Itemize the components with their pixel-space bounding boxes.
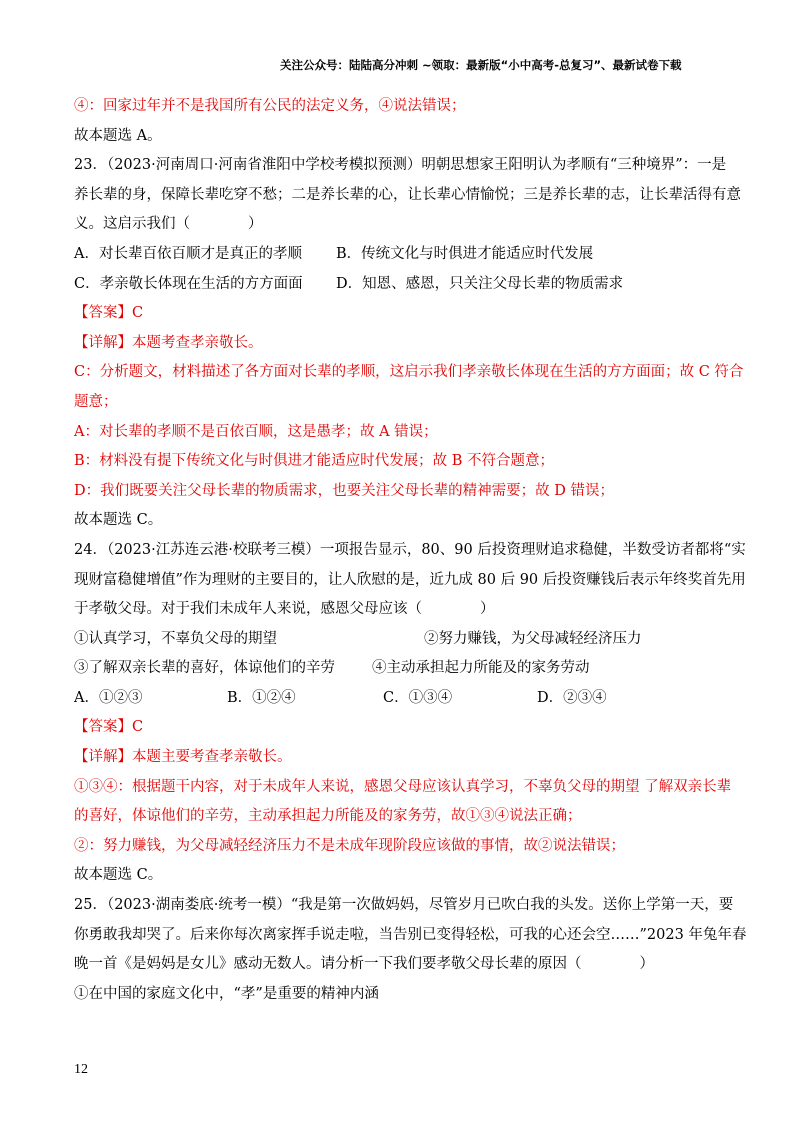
- question-24-items-row: [74, 625, 734, 655]
- explanation-line: ④：回家过年并不是我国所有公民的法定义务，④说法错误；: [74, 98, 466, 114]
- option-a: A．对长辈百依百顺才是真正的孝顺: [74, 245, 302, 262]
- item-4: ④主动承担起力所能及的家务劳动: [372, 660, 590, 677]
- option-b: B．传统文化与时俱进才能适应时代发展: [336, 245, 594, 262]
- detail-label: 【详解】本题主要考查孝亲敬长。: [74, 749, 292, 766]
- question-25-stem: 25．（2023·湖南娄底·统考一模）“我是第一次做妈妈，尽管岁月已吹白我的头发。送你上学第一天，要: [74, 897, 734, 914]
- explanation-line: ①③④：根据题干内容，对于未成年人来说，感恩父母应该认真学习，不辜负父母的期望 了解双亲长辈: [74, 778, 732, 795]
- item-3: ③了解双亲长辈的喜好，体谅他们的辛劳: [74, 660, 335, 677]
- question-25-stem: 你勇敢我却哭了。后来你每次离家挥手说走啦，当告别已变得轻松，可我的心还会空……”2023 年兔年春: [74, 926, 747, 943]
- option-d: D．知恩、感恩，只关注父母长辈的物质需求: [336, 275, 624, 292]
- explanation-line: 的喜好，体谅他们的辛劳，主动承担起力所能及的家务劳，故①③④说法正确；: [74, 808, 582, 825]
- explanation-line: 题意；: [74, 393, 118, 410]
- question-23-stem: 养长辈的身，保障长辈吃穿不愁；二是养长辈的心，让长辈心情愉悦；三是养长辈的志，让长辈活得有意: [74, 186, 741, 203]
- explanation-line: ②：努力赚钱，为父母减轻经济压力不是未成年现阶段应该做的事情，故②说法错误；: [74, 837, 625, 854]
- page-header: 关注公众号：陆陆高分冲刺 ~领取：最新版“小中高考-总复习”、最新试卷下载: [280, 58, 682, 72]
- explanation-line: C：分析题文，材料描述了各方面对长辈的孝顺，这启示我们孝亲敬长体现在生活的方方面面；故 C 符合: [74, 364, 744, 381]
- answer-label: 【答案】C: [74, 305, 144, 322]
- detail-label: 【详解】本题考查孝亲敬长。: [74, 334, 263, 351]
- question-24-items-row: [74, 654, 734, 684]
- question-25-stem: 晚一首《是妈妈是女儿》感动无数人。请分析一下我们要孝敬父母长辈的原因（ ）: [74, 956, 654, 973]
- item-1: ①认真学习，不辜负父母的期望: [74, 630, 277, 647]
- question-23-stem: 23．（2023·河南周口·河南省淮阳中学校考模拟预测）明朝思想家王阳明认为孝顺有“三种境界”：一是: [74, 157, 727, 174]
- explanation-line: D：我们既要关注父母长辈的物质需求，也要关注父母长辈的精神需要；故 D 错误；: [74, 482, 614, 499]
- option-d: D．②③④: [537, 689, 607, 706]
- page-number: 12: [74, 1062, 88, 1077]
- final-answer-line: 故本题选 C。: [74, 867, 163, 884]
- option-c: C．①③④: [383, 689, 453, 706]
- final-answer-line: 故本题选 A。: [74, 127, 162, 144]
- option-b: B．①②④: [227, 689, 296, 706]
- final-answer-line: 故本题选 C。: [74, 512, 163, 529]
- explanation-line: A：对长辈的孝顺不是百依百顺，这是愚孝；故 A 错误；: [74, 423, 438, 440]
- option-c: C．孝亲敬长体现在生活的方方面面: [74, 275, 303, 292]
- question-24-stem: 于孝敬父母。对于我们未成年人来说，感恩父母应该（ ）: [74, 601, 495, 618]
- option-a: A．①②③: [74, 689, 143, 706]
- question-24-stem: 24．（2023·江苏连云港·校联考三模）一项报告显示，80、90 后投资理财追求稳健，半数受访者都将“实: [74, 541, 746, 558]
- explanation-line: B：材料没有提下传统文化与时俱进才能适应时代发展；故 B 不符合题意；: [74, 453, 555, 470]
- item-1: ①在中国的家庭文化中，“孝”是重要的精神内涵: [74, 985, 379, 1002]
- question-23-options-row: [74, 240, 734, 270]
- answer-label: 【答案】C: [74, 719, 144, 736]
- question-23-options-row: [74, 270, 734, 300]
- item-2: ②努力赚钱，为父母减轻经济压力: [424, 630, 642, 647]
- question-24-stem: 现财富稳健增值”作为理财的主要目的，让人欣慰的是，近九成 80 后 90 后投资赚钱后表示年终奖首先用: [74, 571, 746, 588]
- document-body: [74, 92, 747, 1009]
- question-24-options-row: [74, 684, 734, 714]
- question-23-stem: 义。这启示我们（ ）: [74, 216, 263, 233]
